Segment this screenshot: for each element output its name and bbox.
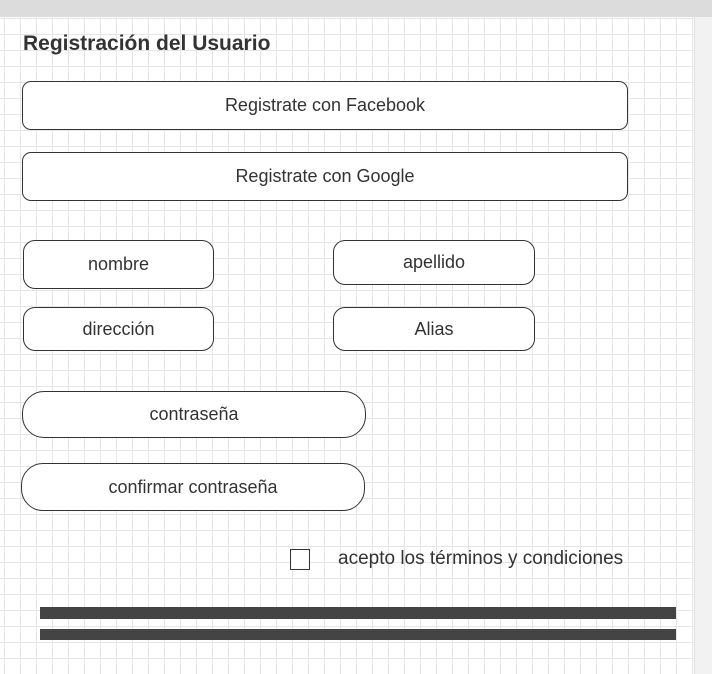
terms-checkbox[interactable] xyxy=(290,549,310,570)
register-facebook-button[interactable] xyxy=(22,81,628,130)
password-field[interactable] xyxy=(22,391,366,438)
apellido-placeholder: apellido xyxy=(402,252,466,272)
separator-line-1 xyxy=(40,607,676,619)
password-placeholder: contraseña xyxy=(149,404,239,424)
direccion-field[interactable] xyxy=(23,307,214,351)
nombre-placeholder: nombre xyxy=(87,254,150,274)
alias-field[interactable] xyxy=(333,307,535,351)
right-panel-edge xyxy=(694,17,712,674)
confirm-password-field[interactable] xyxy=(21,463,365,511)
page-title: Registración del Usuario xyxy=(23,32,271,55)
terms-label: acepto los términos y condiciones xyxy=(338,548,624,569)
separator-line-2 xyxy=(40,629,676,640)
nombre-field[interactable] xyxy=(23,240,214,289)
alias-placeholder: Alias xyxy=(414,318,454,339)
register-google-button[interactable] xyxy=(22,152,628,201)
apellido-field[interactable] xyxy=(333,240,535,285)
register-google-label: Registrate con Google xyxy=(235,166,415,186)
direccion-placeholder: dirección xyxy=(82,318,155,339)
register-facebook-label: Registrate con Facebook xyxy=(224,95,426,115)
top-bar xyxy=(0,0,712,17)
confirm-password-placeholder: confirmar contraseña xyxy=(108,476,278,497)
